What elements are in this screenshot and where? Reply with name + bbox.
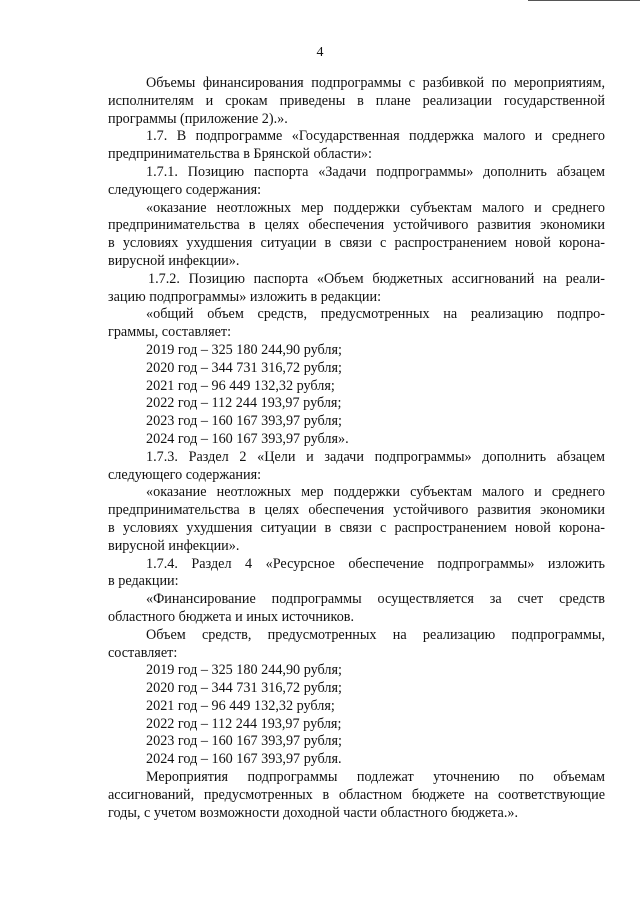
text-line: 2019 год – 325 180 244,90 рубля; — [146, 341, 342, 358]
page-number: 4 — [316, 45, 324, 60]
text-line: Объем средств, предусмотренных на реализацию подпрограммы, — [146, 626, 605, 643]
text-line: ассигнований, предусмотренных в областном бюджете на соответствующие — [108, 786, 605, 803]
text-line: 2021 год – 96 449 132,32 рубля; — [146, 697, 335, 714]
text-line: 1.7.1. Позицию паспорта «Задачи подпрограммы» дополнить абзацем — [146, 163, 605, 180]
text-line: 2019 год – 325 180 244,90 рубля; — [146, 662, 342, 679]
text-line: областного бюджета и иных источников. — [108, 608, 355, 625]
document-body — [108, 75, 605, 822]
text-line: 1.7. В подпрограмме «Государственная поддержка малого и среднего — [146, 128, 605, 145]
text-line: 2022 год – 112 244 193,97 рубля; — [146, 395, 342, 412]
text-line: предпринимательства в Брянской области»: — [108, 146, 372, 163]
text-line: исполнителям и срокам приведены в плане реализации государственной — [108, 92, 605, 109]
text-line: вирусной инфекции». — [108, 252, 240, 269]
text-line: «общий объем средств, предусмотренных на реализацию подпро- — [146, 306, 605, 323]
text-line: 1.7.4. Раздел 4 «Ресурсное обеспечение подпрограммы» изложить — [146, 555, 605, 572]
text-line: предпринимательства в целях обеспечения устойчивого развития экономики — [108, 217, 605, 234]
text-line: 1.7.3. Раздел 2 «Цели и задачи подпрограммы» дополнить абзацем — [146, 448, 605, 465]
text-line: Мероприятия подпрограммы подлежат уточнению по объемам — [146, 769, 605, 786]
text-line: Объемы финансирования подпрограммы с разбивкой по мероприятиям, — [146, 75, 605, 91]
text-line: вирусной инфекции». — [108, 537, 240, 554]
text-line: 2024 год – 160 167 393,97 рубля. — [146, 751, 342, 768]
text-line: 2024 год – 160 167 393,97 рубля». — [146, 430, 349, 447]
text-line: 1.7.2. Позицию паспорта «Объем бюджетных ассигнований на реали- — [148, 270, 605, 287]
text-line: годы, с учетом возможности доходной части областного бюджета.». — [108, 804, 519, 821]
text-line: 2020 год – 344 731 316,72 рубля; — [146, 680, 342, 697]
text-line: 2022 год – 112 244 193,97 рубля; — [146, 715, 342, 732]
text-line: «оказание неотложных мер поддержки субъектам малого и среднего — [146, 199, 605, 216]
text-line: следующего содержания: — [108, 181, 262, 198]
text-line: в условиях ухудшения ситуации в связи с распространением новой корона- — [108, 519, 605, 536]
text-line: в условиях ухудшения ситуации в связи с распространением новой корона- — [108, 235, 605, 252]
text-line: программы (приложение 2).». — [108, 110, 288, 127]
text-line: «Финансирование подпрограммы осуществляется за счет средств — [146, 591, 605, 608]
text-line: зацию подпрограммы» изложить в редакции: — [108, 288, 382, 305]
top-edge-line — [528, 0, 640, 1]
text-line: следующего содержания: — [108, 466, 262, 483]
text-line: «оказание неотложных мер поддержки субъектам малого и среднего — [146, 484, 605, 501]
text-line: 2021 год – 96 449 132,32 рубля; — [146, 377, 335, 394]
text-line: составляет: — [108, 644, 178, 661]
text-line: граммы, составляет: — [108, 324, 232, 341]
text-line: 2023 год – 160 167 393,97 рубля; — [146, 413, 342, 430]
text-line: предпринимательства в целях обеспечения устойчивого развития экономики — [108, 502, 605, 519]
text-line: в редакции: — [108, 573, 179, 590]
text-line: 2020 год – 344 731 316,72 рубля; — [146, 359, 342, 376]
text-line: 2023 год – 160 167 393,97 рубля; — [146, 733, 342, 750]
